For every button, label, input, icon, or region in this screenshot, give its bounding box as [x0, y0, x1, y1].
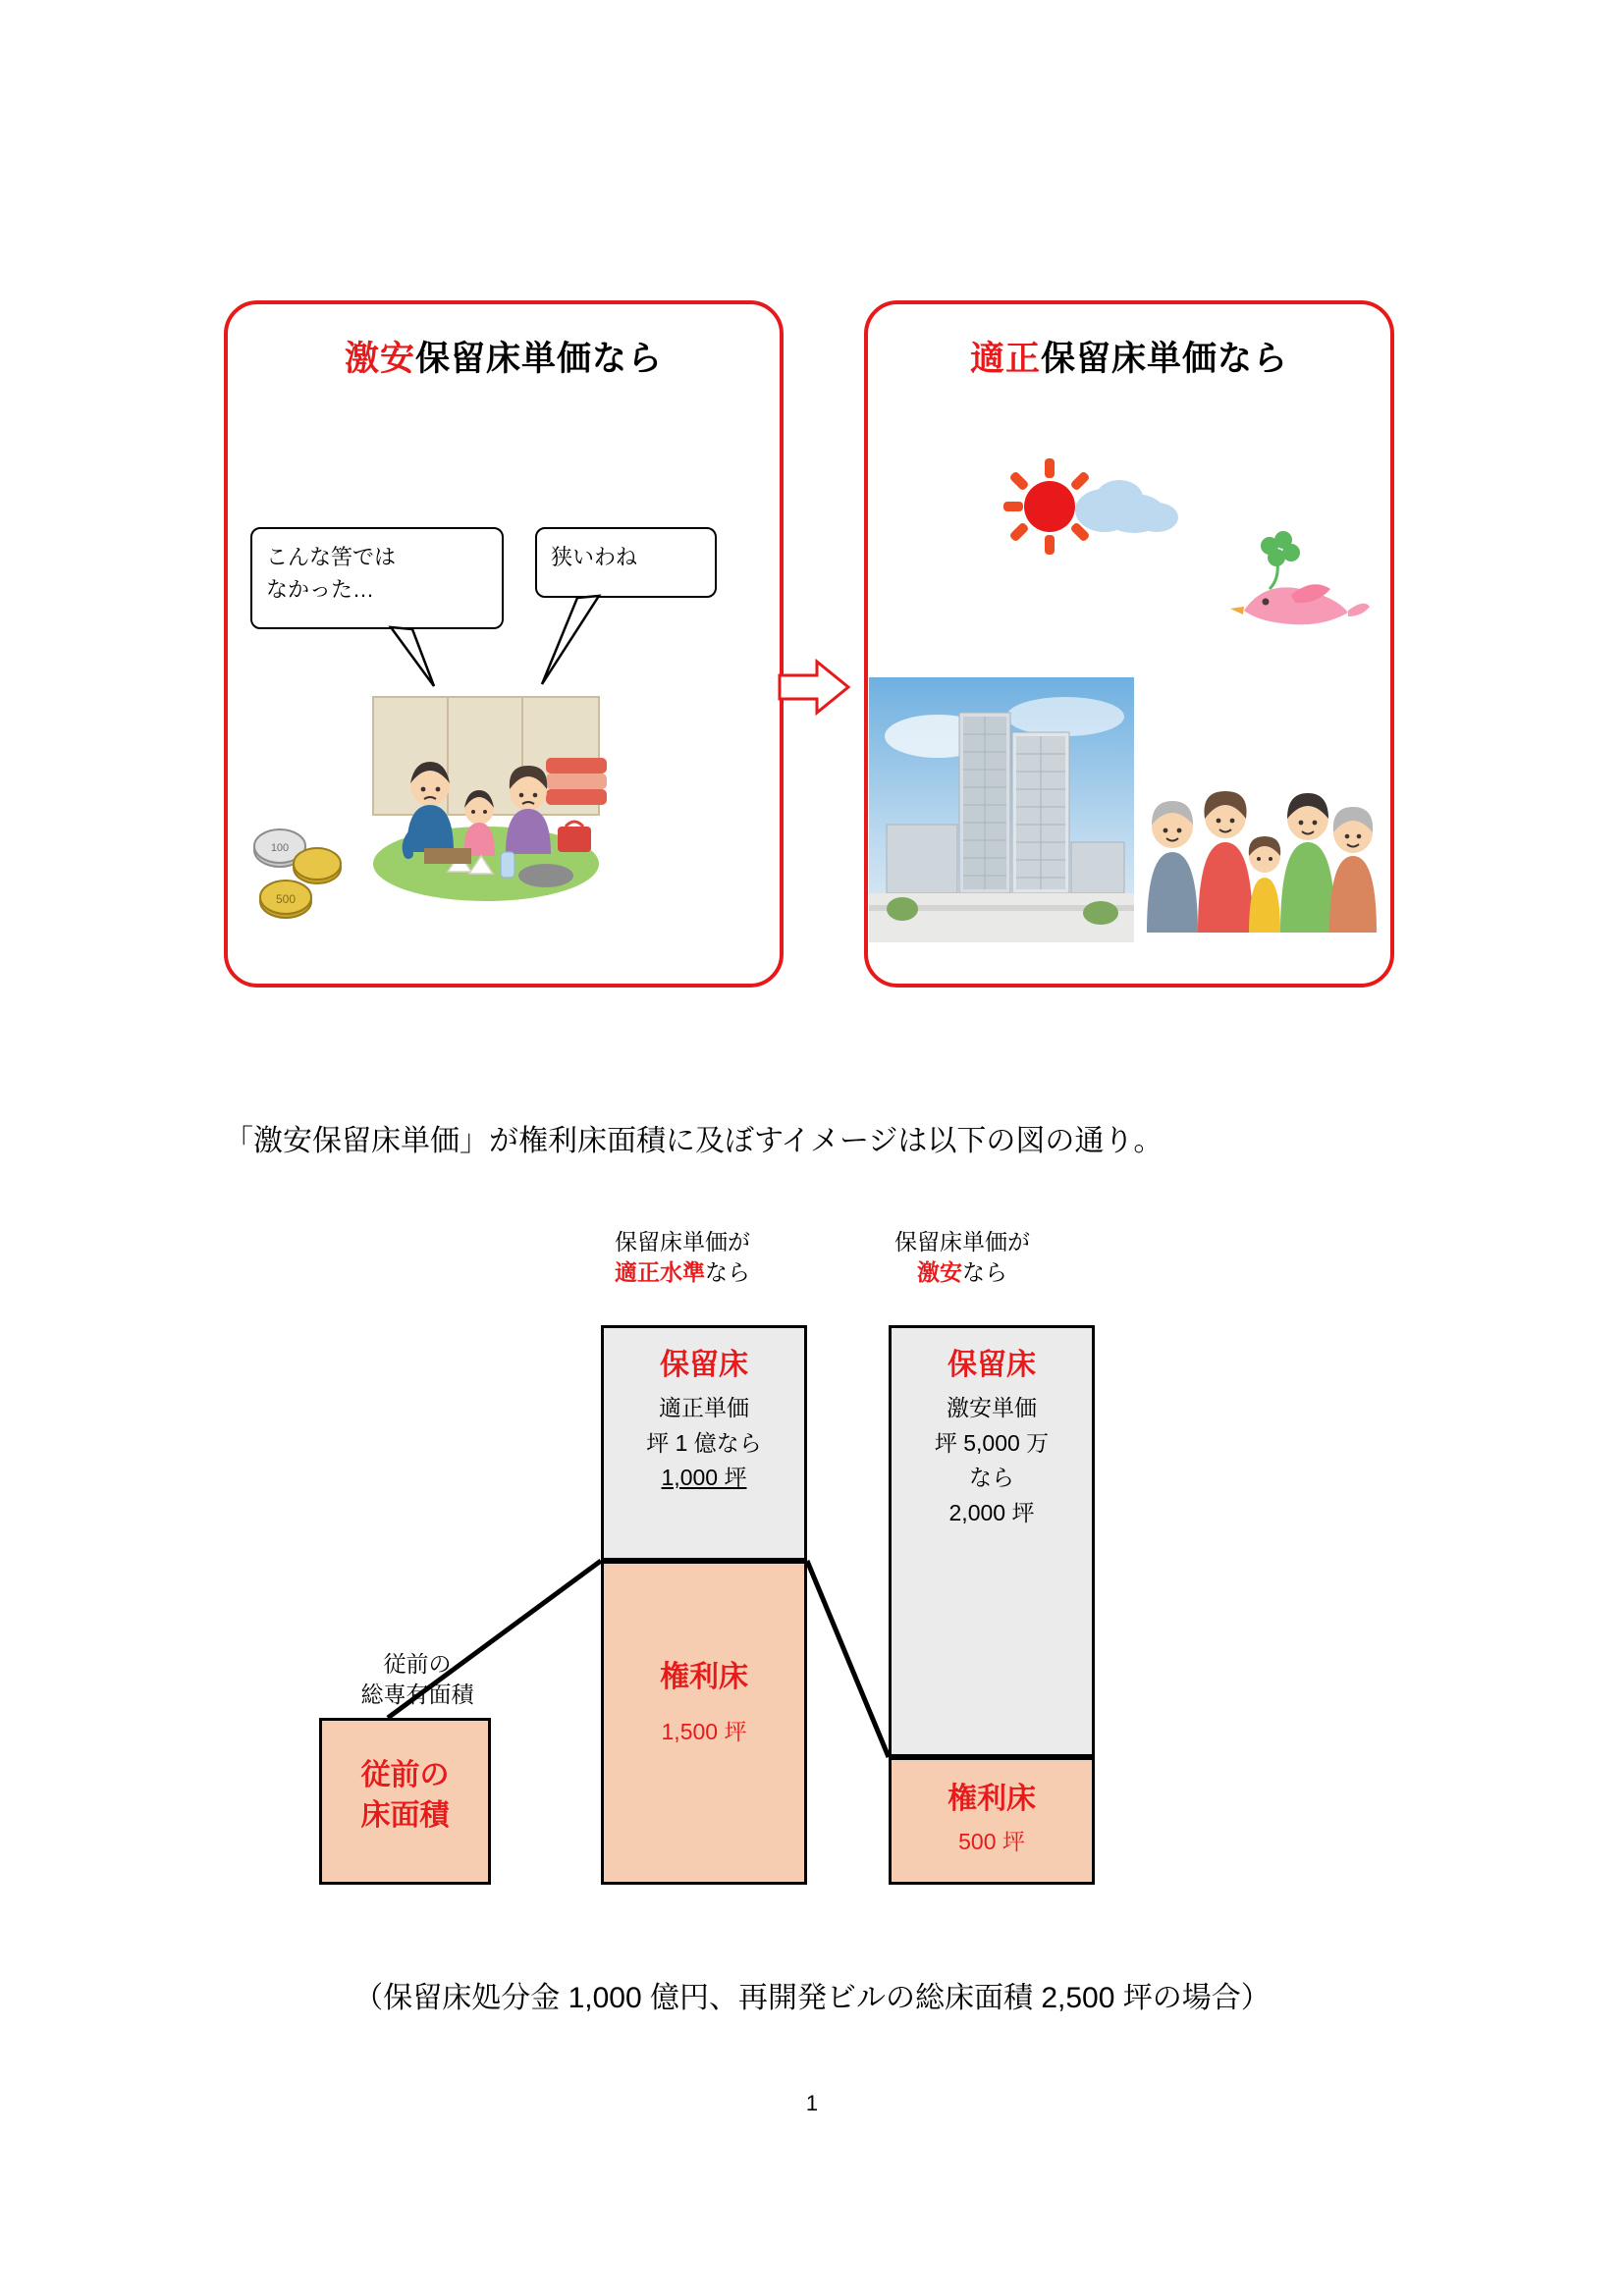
bar-proper-reserved-floor [601, 1325, 807, 1561]
svg-text:500: 500 [275, 892, 297, 906]
bar-cheap-rights-title: 権利床 [947, 1783, 1036, 1815]
svg-text:100: 100 [270, 842, 290, 854]
right-arrow-icon [776, 658, 854, 717]
column-header-proper-rest: なら [705, 1259, 750, 1286]
bar-cheap-reserved-floor [889, 1325, 1095, 1757]
speech-bubble-2-tail [520, 592, 609, 700]
bar-cheap-reserved-title: 保留床 [947, 1349, 1036, 1381]
panel-right-title-rest: 保留床単価なら [1041, 340, 1289, 378]
speech-bubble-1 [250, 527, 504, 629]
bar-proper-reserved-sub2: 坪 1 億なら [646, 1429, 762, 1456]
bar-proper-reserved-title: 保留床 [660, 1349, 748, 1381]
pink-bird-with-clover-icon [1222, 530, 1370, 648]
panel-right-title-highlight: 適正 [969, 340, 1041, 378]
bar-cheap-reserved-value: 2,000 坪 [948, 1499, 1035, 1525]
bar-proper-rights-value: 1,500 坪 [661, 1719, 747, 1744]
column-header-proper-highlight: 適正水準 [615, 1259, 705, 1286]
column-header-cheap-rest: なら [962, 1259, 1007, 1286]
floor-area-diagram [0, 1227, 1624, 1963]
before-area-label: 従前の 総専有面積 [360, 1651, 474, 1708]
column-header-cheap-line1: 保留床単価が [894, 1229, 1030, 1255]
bar-proper-rights-floor [601, 1561, 807, 1885]
bar-before-title: 従前の 床面積 [360, 1759, 450, 1832]
happy-family-illustration [1139, 775, 1384, 942]
bar-proper-reserved-sub1: 適正単価 [659, 1395, 749, 1420]
panel-left-title-rest: 保留床単価なら [415, 340, 664, 378]
panel-right-title [868, 332, 1390, 381]
caption-text: 「激安保留床単価」が権利床面積に及ぼすイメージは以下の図の通り。 [224, 1125, 1164, 1157]
speech-bubble-1-text: こんな筈では なかった… [266, 545, 397, 602]
bar-cheap-reserved-sub3: なら [969, 1465, 1014, 1491]
page-number: 1 [805, 2091, 819, 2115]
panel-left-title [228, 332, 780, 381]
diagram-footnote: （保留床処分金 1,000 億円、再開発ビルの総床面積 2,500 坪の場合） [353, 1982, 1271, 2014]
sun-and-cloud-icon [1001, 456, 1188, 564]
coins-illustration [241, 825, 368, 933]
bar-cheap-rights-floor [889, 1757, 1095, 1885]
bar-proper-reserved-value: 1,000 坪 [661, 1465, 747, 1491]
speech-bubble-2-text: 狭いわね [551, 545, 638, 569]
bar-cheap-reserved-sub2: 坪 5,000 万 [934, 1429, 1050, 1456]
bar-cheap-rights-value: 500 坪 [958, 1829, 1025, 1854]
column-header-proper-line1: 保留床単価が [615, 1229, 750, 1255]
panel-left-title-highlight: 激安 [344, 340, 415, 378]
family-on-tatami-illustration [353, 687, 619, 913]
bar-cheap-reserved-sub1: 激安単価 [947, 1395, 1037, 1420]
speech-bubble-2 [535, 527, 717, 598]
bar-proper-rights-title: 権利床 [660, 1661, 748, 1693]
high-rise-building-photo [869, 677, 1134, 942]
column-header-cheap-highlight: 激安 [917, 1259, 962, 1286]
bar-before-floor-area [319, 1718, 491, 1885]
